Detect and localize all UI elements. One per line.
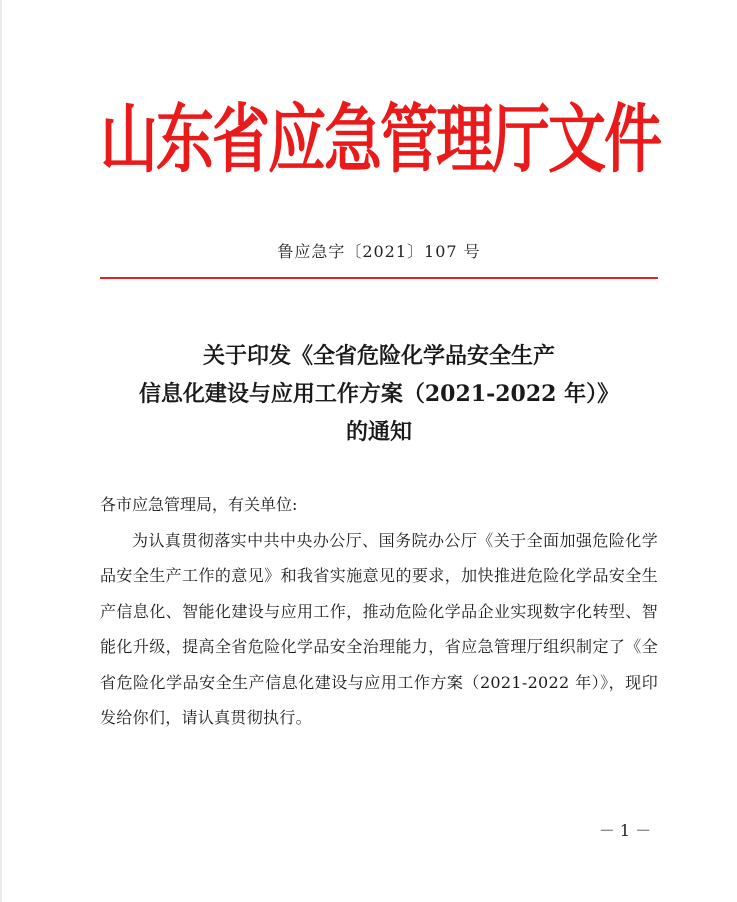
body-paragraph: 为认真贯彻落实中共中央办公厅、国务院办公厅《关于全面加强危险化学品安全生产工作的意见》和我省实施意见的要求，加快推进危险化学品安全生产信息化、智能化建设与应用工作，推动危险化学品企业实现数字化转型、智能化升级，提高全省危险化学品安全治理能力，省应急管理厅组织制定了《全省危险化学品安全生产信息化建设与应用工作方案（2021-2022 年）》，现印发给你们，请认真贯彻执行。 — [100, 530, 658, 727]
document-header-title: 山东省应急管理厅文件 — [100, 96, 661, 184]
red-divider-line — [100, 277, 658, 279]
salutation: 各市应急管理局，有关单位: — [100, 495, 298, 514]
document-number: 鲁应急字〔2021〕107 号 — [277, 242, 481, 261]
page-edge — [0, 0, 2, 902]
notice-title-line-3: 的通知 — [345, 419, 412, 445]
notice-title — [80, 337, 678, 451]
notice-body — [100, 487, 658, 736]
notice-title-line-2: 信息化建设与应用工作方案（2021-2022 年）》 — [138, 381, 620, 407]
page-number: － 1 － — [598, 821, 652, 840]
notice-title-line-1: 关于印发《全省危险化学品安全生产 — [202, 343, 555, 369]
